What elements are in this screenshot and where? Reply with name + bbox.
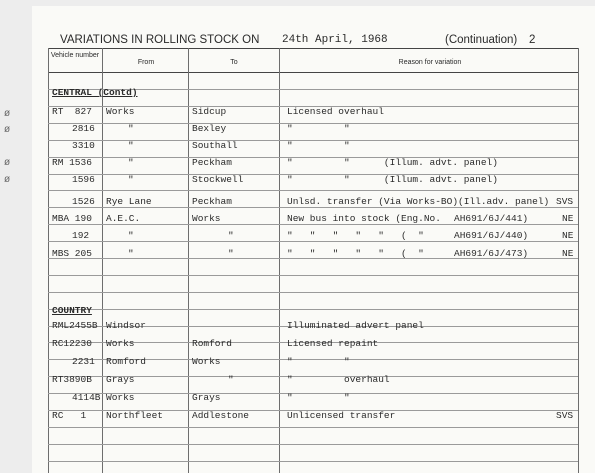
remarks-cell: NE <box>562 230 574 241</box>
vehicle-number-cell: 2231 <box>72 356 95 367</box>
vehicle-number-cell: RC12230 <box>52 338 92 349</box>
from-cell: " <box>128 140 134 151</box>
reason-cell: " " " " " ( " <box>287 230 424 241</box>
vehicle-number-cell: 3310 <box>72 140 95 151</box>
remarks-cell: NE <box>562 213 574 224</box>
margin-mark: ø <box>4 174 11 185</box>
engine-number-cell: AH691/6J/441) <box>454 213 529 224</box>
to-cell: Romford <box>192 338 232 349</box>
margin-mark: ø <box>4 124 11 135</box>
reason-cell: " " (Illum. advt. panel) <box>287 174 498 185</box>
ruled-line <box>48 427 578 428</box>
vehicle-number-cell: RT 827 <box>52 106 92 117</box>
reason-cell: " " <box>287 140 350 151</box>
reason-cell: New bus into stock (Eng.No. <box>287 213 441 224</box>
vehicle-number-cell: MBS 205 <box>52 248 92 259</box>
ruled-line <box>48 224 578 225</box>
column-header-from: From <box>137 59 155 66</box>
column-header-reason: Reason for variation <box>398 59 462 66</box>
from-cell: " <box>128 174 134 185</box>
ruled-line <box>48 241 578 242</box>
remarks-cell: NE <box>562 248 574 259</box>
header-rule <box>48 48 578 49</box>
reason-cell: Licensed repaint <box>287 338 379 349</box>
vehicle-number-cell: 1596 <box>72 174 95 185</box>
ruled-line <box>48 309 578 310</box>
from-cell: Works <box>106 392 135 403</box>
to-cell: Works <box>192 356 221 367</box>
vehicle-number-cell: RC 1 <box>52 410 87 421</box>
vehicle-number-cell: RM 1536 <box>52 157 92 168</box>
column-header-to: To <box>230 59 238 66</box>
from-cell: Romford <box>106 356 146 367</box>
ruled-line <box>48 461 578 462</box>
from-cell: " <box>128 248 134 259</box>
to-cell: Bexley <box>192 123 227 134</box>
ruled-line <box>48 444 578 445</box>
ruled-line <box>48 190 578 191</box>
to-cell: " <box>228 374 234 385</box>
to-cell: Grays <box>192 392 221 403</box>
reason-cell: " " " " " ( " <box>287 248 424 259</box>
section-central: CENTRAL (Contd) <box>52 87 138 98</box>
page-number: 2 <box>529 34 536 46</box>
to-cell: Peckham <box>192 157 232 168</box>
engine-number-cell: AH691/6J/440) <box>454 230 529 241</box>
from-cell: " <box>128 123 134 134</box>
from-cell: Works <box>106 338 135 349</box>
to-cell: Southall <box>192 140 238 151</box>
remarks-cell: SVS <box>556 196 574 207</box>
column-head-rule <box>48 72 578 73</box>
form-title: VARIATIONS IN ROLLING STOCK ON <box>60 34 260 46</box>
vehicle-number-cell: 2816 <box>72 123 95 134</box>
reason-cell: " " <box>287 392 350 403</box>
reason-cell: Unlsd. transfer (Via Works-BO)(Ill.adv. panel) <box>287 196 550 207</box>
vehicle-number-cell: 1526 <box>72 196 95 207</box>
to-cell: Works <box>192 213 221 224</box>
from-cell: Windsor <box>106 320 146 331</box>
to-cell: " <box>228 248 234 259</box>
ruled-line <box>48 292 578 293</box>
form-date: 24th April, 1968 <box>282 34 388 46</box>
column-header-vehicle: Vehicle number <box>50 52 100 59</box>
from-cell: Grays <box>106 374 135 385</box>
from-cell: " <box>128 157 134 168</box>
reason-cell: " " <box>287 123 350 134</box>
from-cell: " <box>128 230 134 241</box>
from-cell: Northfleet <box>106 410 164 421</box>
reason-cell: Illuminated advert panel <box>287 320 424 331</box>
from-cell: Works <box>106 106 135 117</box>
section-country: COUNTRY <box>52 305 92 316</box>
continuation-label: (Continuation) <box>445 34 518 46</box>
reason-cell: " " <box>287 356 350 367</box>
margin-mark: ø <box>4 108 11 119</box>
to-cell: Stockwell <box>192 174 244 185</box>
vehicle-number-cell: MBA 190 <box>52 213 92 224</box>
reason-cell: Licensed overhaul <box>287 106 384 117</box>
from-cell: A.E.C. <box>106 213 141 224</box>
engine-number-cell: AH691/6J/473) <box>454 248 529 259</box>
margin-mark: ø <box>4 157 11 168</box>
to-cell: Addlestone <box>192 410 250 421</box>
reason-cell: " overhaul <box>287 374 390 385</box>
vehicle-number-cell: 4114B <box>72 392 101 403</box>
to-cell: Sidcup <box>192 106 227 117</box>
vehicle-number-cell: RML2455B <box>52 320 98 331</box>
ruled-line <box>48 207 578 208</box>
reason-cell: Unlicensed transfer <box>287 410 396 421</box>
to-cell: Peckham <box>192 196 232 207</box>
to-cell: " <box>228 230 234 241</box>
vehicle-number-cell: 192 <box>72 230 90 241</box>
reason-cell: " " (Illum. advt. panel) <box>287 157 498 168</box>
column-rule <box>578 48 579 473</box>
ruled-line <box>48 275 578 276</box>
vehicle-number-cell: RT3890B <box>52 374 92 385</box>
from-cell: Rye Lane <box>106 196 152 207</box>
remarks-cell: SVS <box>556 410 574 421</box>
